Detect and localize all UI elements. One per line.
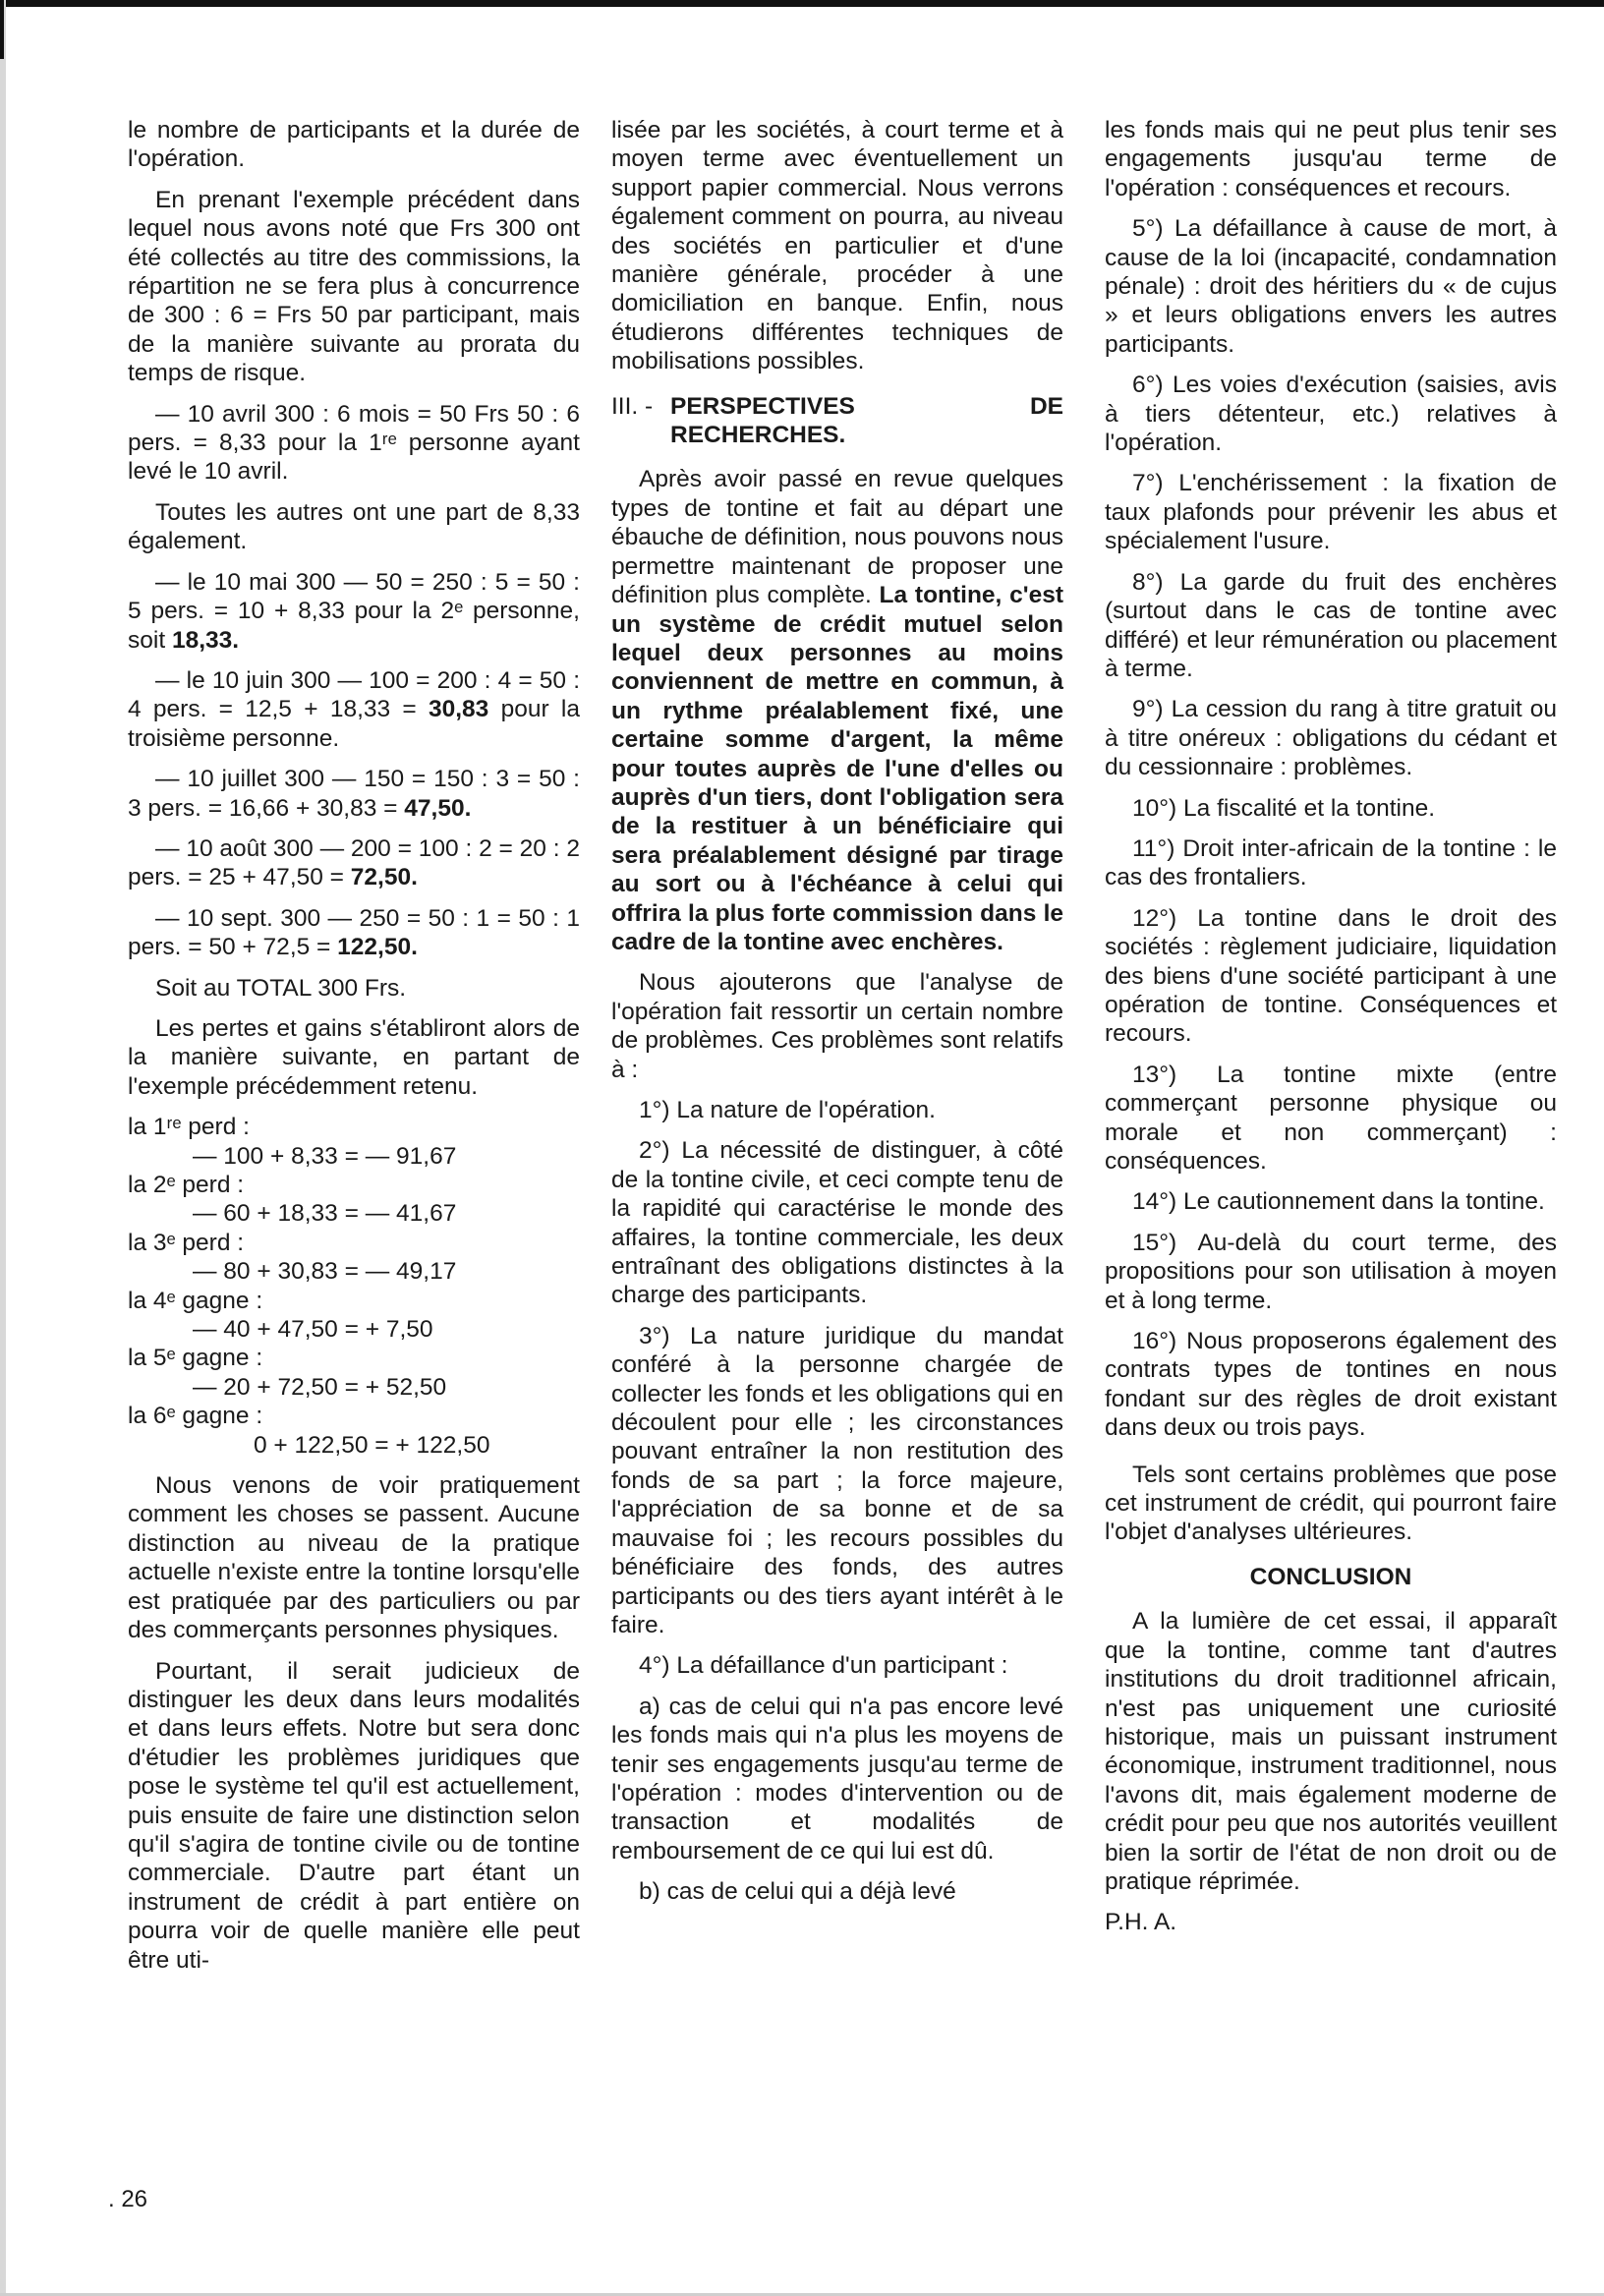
paragraph: Nous ajouterons que l'analyse de l'opération fait ressortir un certain nombre de problèmes. Ces problèmes sont relatifs à : [611, 969, 1063, 1083]
calc-label: la 5ᵉ gagne : [128, 1345, 263, 1372]
text-run: — le 10 mai 300 — 50 = 250 : 5 = 50 : 5 pers. = 10 + 8,33 pour la 2ᵉ personne, soit [128, 568, 580, 654]
text-run: — 10 sept. 300 — 250 = 50 : 1 = 50 : 1 pers. = 50 + 72,5 = [128, 904, 580, 961]
paragraph: A la lumière de cet essai, il apparaît que la tontine, comme tant d'autres institutions du droit traditionnel africain, n'est pas uniquement une curiosité historique, mais un puissant instrument économique, instrument traditionnel, nous l'avons dit, mais également moderne de crédit pour peu que nos autorités veuillent bien la sortir de l'état de non droit ou de pratique réprimée. [1105, 1608, 1557, 1895]
calc-line: — 100 + 8,33 = — 91,67 [193, 1142, 457, 1170]
calc-line: 0 + 122,50 = + 122,50 [254, 1431, 490, 1459]
bold-value: 47,50. [404, 794, 472, 822]
paragraph: 15°) Au-delà du court terme, des propositions pour son utilisation à moyen et à long terme. [1105, 1229, 1557, 1314]
paragraph: 3°) La nature juridique du mandat conféré à la personne chargée de collecter les fonds et les obligations qui en découlent pour elle ; les circonstances pouvant entraîner la non restitution des fonds de sa part ; la force majeure, l'appréciation de sa bonne et de sa mauvaise foi ; les recours possibles du bénéficiaire des fonds, des autres participants ou des tiers ayant intérêt à le faire. [611, 1322, 1063, 1638]
section-number: III. - [611, 392, 654, 420]
paragraph: — 10 avril 300 : 6 mois = 50 Frs 50 : 6 pers. = 8,33 pour la 1ʳᵉ personne ayant levé le 10 avril. [128, 400, 580, 486]
paragraph: 4°) La défaillance d'un participant : [639, 1652, 1008, 1680]
bold-value: 18,33. [171, 626, 240, 654]
column-1 [128, 116, 580, 1986]
text-run: — le 10 juin 300 — 100 = 200 : 4 = 50 : 4 pers. = 12,5 + 18,33 = [128, 666, 580, 723]
definition-bold: La tontine, c'est un système de crédit mutuel selon lequel deux personnes au moins conviennent de mettre en commun, à un rythme préalablement fixé, une certaine somme d'argent, la même pour toutes auprès de l'une d'elles ou auprès d'un tiers, dont l'obligation sera de la restituer à un bénéficiaire qui sera préalablement désigné par tirage au sort ou à l'échéance à celui qui offrira la plus forte commission dans le cadre de la tontine avec enchères. [611, 582, 1063, 955]
paragraph: Soit au TOTAL 300 Frs. [155, 974, 407, 1002]
paragraph [128, 568, 580, 655]
paragraph: le nombre de participants et la durée de l'opération. [128, 117, 580, 173]
paragraph [611, 465, 1063, 956]
paragraph: Tels sont certains problèmes que pose cet instrument de crédit, qui pourront faire l'objet d'analyses ultérieures. [1105, 1461, 1557, 1546]
paragraph: 16°) Nous proposerons également des contrats types de tontines en nous fondant sur des règles de droit existant dans deux ou trois pays. [1105, 1328, 1557, 1442]
paragraph [128, 834, 580, 892]
page-left-edge [0, 0, 6, 2296]
paragraph: b) cas de celui qui a déjà levé [639, 1878, 956, 1906]
paragraph: 13°) La tontine mixte (entre commerçant personne physique ou morale et non commerçant) : conséquences. [1105, 1061, 1557, 1175]
text-run: Après avoir passé en revue quelques types de tontine et fait au départ une ébauche de définition, nous pouvons nous permettre maintenant de proposer une définition plus complète. [611, 466, 1063, 609]
paragraph: 5°) La défaillance à cause de mort, à cause de la loi (incapacité, condamnation pénale) : droit des héritiers du « de cujus » et leurs obligations envers les autres participants. [1105, 215, 1557, 358]
paragraph: Toutes les autres ont une part de 8,33 également. [128, 498, 580, 555]
page-left-corner [0, 0, 4, 59]
paragraph: Les pertes et gains s'établiront alors de la manière suivante, en partant de l'exemple précédemment retenu. [128, 1014, 580, 1100]
paragraph: Nous venons de voir pratiquement comment les choses se passent. Aucune distinction au niveau de la pratique actuelle n'existe entre la tontine lorsqu'elle est pratiquée par des particuliers ou par des commerçants personnes physiques. [128, 1472, 580, 1644]
calc-label: la 1ʳᵉ perd : [128, 1114, 250, 1141]
paragraph: a) cas de celui qui n'a pas encore levé les fonds mais qui n'a plus les moyens de tenir ses engagements jusqu'au terme de l'opération : modes d'intervention ou de transaction et modalités de remboursement de ce qui lui est dû. [611, 1693, 1063, 1865]
text-run: pour la troisième personne. [128, 696, 580, 752]
paragraph: En prenant l'exemple précédent dans lequel nous avons noté que Frs 300 ont été collectés au titre des commissions, la répartition ne se fera plus à concurrence de 300 : 6 = Frs 50 par participant, mais de la manière suivante au prorata du temps de risque. [128, 186, 580, 387]
section-heading [611, 392, 1063, 450]
page-top-border [0, 0, 1604, 7]
author-signature: P.H. A. [1105, 1909, 1177, 1936]
section-title: PERSPECTIVES DE RECHERCHES. [670, 392, 1063, 449]
paragraph: les fonds mais qui ne peut plus tenir ses engagements jusqu'au terme de l'opération : conséquences et recours. [1105, 117, 1557, 201]
calc-label: la 6ᵉ gagne : [128, 1403, 263, 1430]
paragraph [128, 765, 580, 823]
conclusion-heading: CONCLUSION [1249, 1563, 1412, 1590]
calc-line: — 20 + 72,50 = + 52,50 [193, 1373, 447, 1401]
calc-label: la 3ᵉ perd : [128, 1229, 245, 1256]
calc-line: — 60 + 18,33 = — 41,67 [193, 1200, 457, 1228]
column-3 [1105, 116, 1557, 1949]
paragraph: 12°) La tontine dans le droit des sociétés : règlement judiciaire, liquidation des biens d'une société participant à une opération de tontine. Conséquences et recours. [1105, 904, 1557, 1048]
paragraph: 8°) La garde du fruit des enchères (surtout dans le cas de tontine avec différé) et leur rémunération ou placement à terme. [1105, 568, 1557, 682]
calc-line: — 80 + 30,83 = — 49,17 [193, 1258, 457, 1286]
paragraph: 10°) La fiscalité et la tontine. [1132, 794, 1436, 822]
paragraph: 7°) L'enchérissement : la fixation de taux plafonds pour prévenir les abus et spécialement l'usure. [1105, 470, 1557, 555]
column-2 [611, 116, 1063, 1919]
text-run: — 10 juillet 300 — 150 = 150 : 3 = 50 : 3 pers. = 16,66 + 30,83 = [128, 766, 580, 822]
bold-value: 30,83 [429, 696, 489, 723]
paragraph: 6°) Les voies d'exécution (saisies, avis à tiers détenteur, etc.) relatives à l'opération. [1105, 372, 1557, 457]
paragraph [128, 666, 580, 753]
text-run: — 10 août 300 — 200 = 100 : 2 = 20 : 2 pers. = 25 + 47,50 = [128, 834, 580, 891]
bold-value: 72,50. [350, 864, 418, 891]
paragraph: 1°) La nature de l'opération. [639, 1097, 936, 1123]
paragraph: 11°) Droit inter-africain de la tontine : le cas des frontaliers. [1105, 834, 1557, 891]
calc-line: — 40 + 47,50 = + 7,50 [193, 1316, 433, 1344]
calc-label: la 4ᵉ gagne : [128, 1287, 263, 1314]
paragraph: Pourtant, il serait judicieux de distinguer les deux dans leurs modalités et dans leurs effets. Notre but sera donc d'étudier les problèmes juridiques que pose le système tel qu'il est actuellement, puis ensuite de faire une distinction selon qu'il s'agira de tontine civile ou de tontine commerciale. D'autre part étant un instrument de crédit à part entière on pourra voir de quelle manière elle peut être uti- [128, 1657, 580, 1974]
paragraph [128, 904, 580, 962]
paragraph: 14°) Le cautionnement dans la tontine. [1132, 1188, 1545, 1216]
bold-value: 122,50. [337, 934, 418, 961]
paragraph: 2°) La nécessité de distinguer, à côté de la tontine civile, et ceci compte tenu de la rapidité qui caractérise le monde des affaires, la tontine commerciale, les deux entraînant des obligations distinctes à la charge des participants. [611, 1137, 1063, 1309]
calc-label: la 2ᵉ perd : [128, 1172, 245, 1198]
paragraph: lisée par les sociétés, à court terme et à moyen terme avec éventuellement un support papier commercial. Nous verrons également comment on pourra, au niveau des sociétés en particulier et d'une manière générale, procéder à une domiciliation en banque. Enfin, nous étudierons différentes techniques de mobilisations possibles. [611, 117, 1063, 375]
paragraph: 9°) La cession du rang à titre gratuit ou à titre onéreux : obligations du cédant et du cessionnaire : problèmes. [1105, 696, 1557, 781]
page-number: . 26 [108, 2186, 148, 2212]
